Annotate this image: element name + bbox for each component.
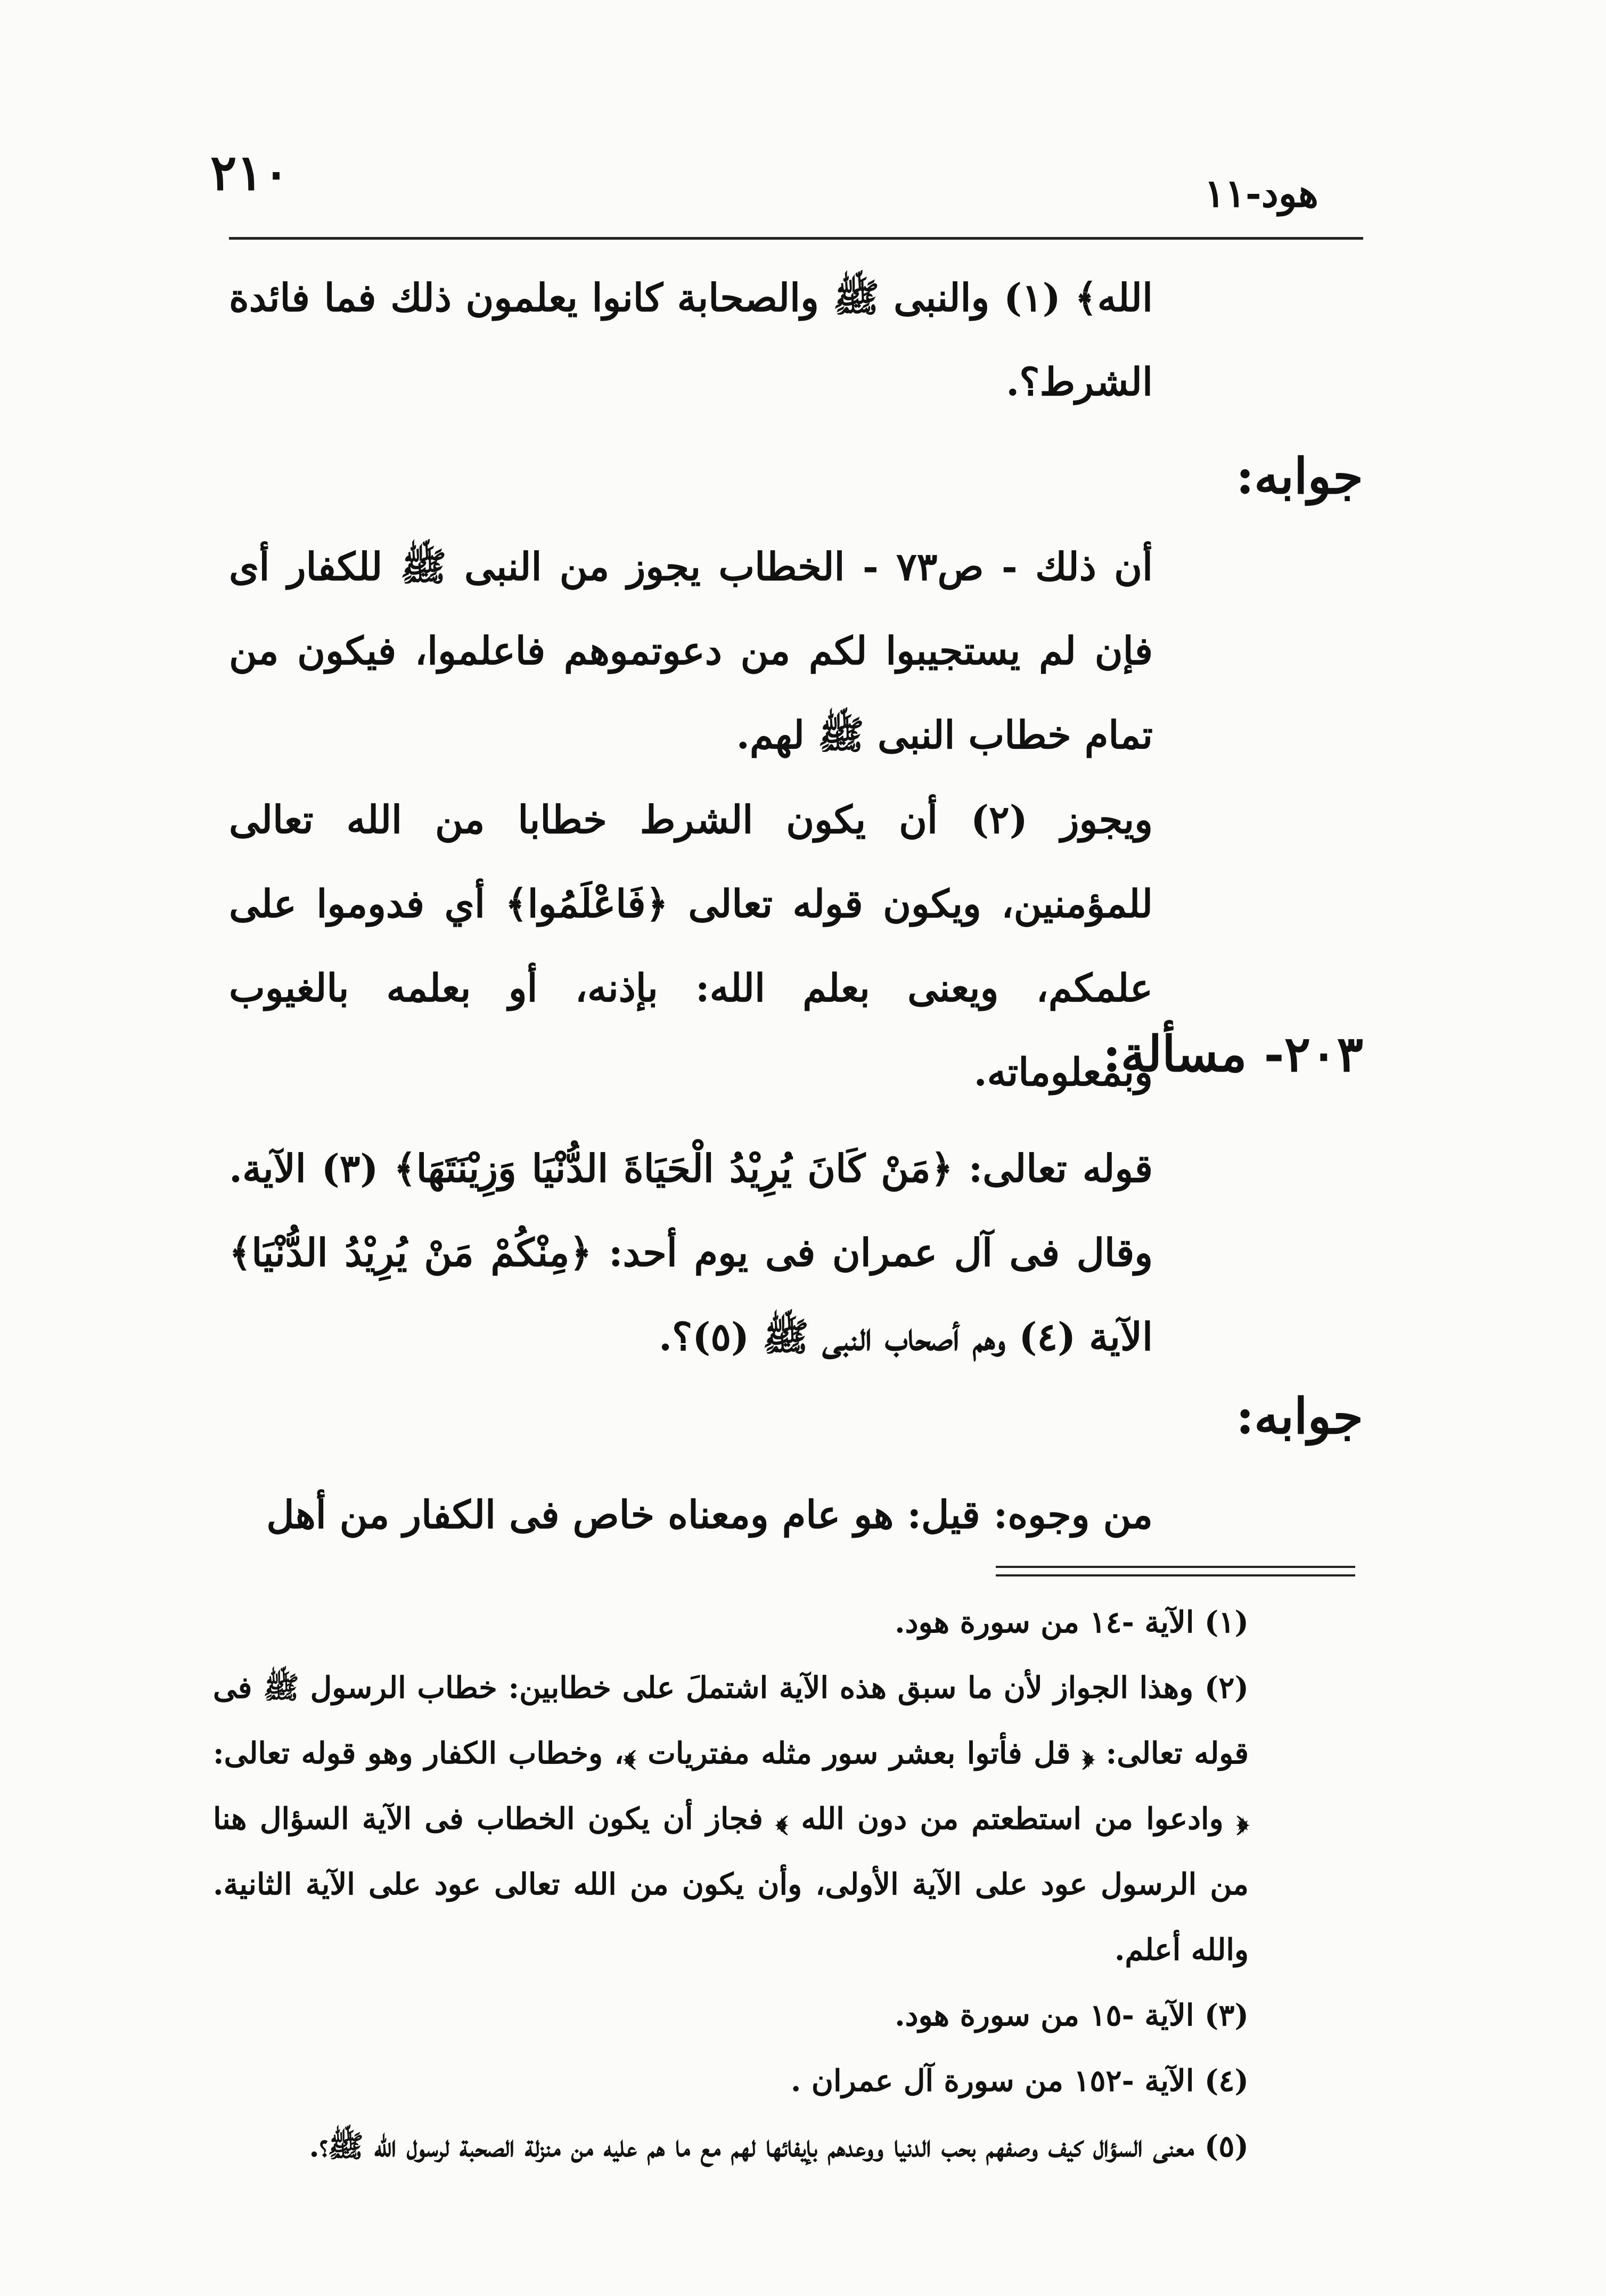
answer-1-body <box>229 525 1153 777</box>
footnotes <box>213 1590 1345 2179</box>
header-divider <box>229 237 1363 240</box>
footnote-divider-second <box>996 1574 1355 1576</box>
footnote-3: (٣) الآية -١٥ من سورة هود. <box>895 1998 1249 2033</box>
footnote-5: (٥) معنى السؤال كيف وصفهم بحب الدنيا ووعدهم بإيفائها لهم مع ما هم عليه من منزلة الصحبة لرسول الله ﷺ؟. <box>309 2129 1249 2164</box>
footnote-1: (١) الآية -١٤ من سورة هود. <box>895 1605 1249 1640</box>
footnote-divider <box>996 1566 1355 1568</box>
issue-body <box>229 1126 1153 1379</box>
page-number: ٢١٠ <box>210 144 290 201</box>
paragraph-2: أن ذلك - ص٧٣ - الخطاب يجوز من النبى ﷺ للكفار أى فإن لم يستجيبوا لكم من دعوتموهم فاعلموا، فيكون من تمام خطاب النبى ﷺ لهم. <box>229 544 1153 757</box>
answer-1-continuation <box>229 778 1153 1114</box>
issue-heading: ٢٠٣- مسألة: <box>1102 1025 1363 1083</box>
answer-heading-2: جوابه: <box>1236 1387 1363 1445</box>
running-title: هود-١١ <box>1204 170 1318 216</box>
answer-2-body <box>229 1473 1153 1557</box>
paragraph-4: قوله تعالى: ﴿مَنْ كَانَ يُرِيْدُ الْحَيَاةَ الدُّنْيَا وَزِيْنَتَهَا﴾ (٣) الآية. وقال فى آل عمران فى يوم أحد: ﴿مِنْكُمْ مَنْ يُرِيْدُ الدُّنْيَا﴾ الآية (٤) وهم أصحاب النبى ﷺ (٥)؟. <box>229 1146 1153 1359</box>
paragraph-5: من وجوه: قيل: هو عام ومعناه خاص فى الكفار من أهل <box>266 1492 1153 1537</box>
paragraph-3: ويجوز (٢) أن يكون الشرط خطابا من الله تعالى للمؤمنين، ويكون قوله تعالى ﴿فَاعْلَمُوا﴾ أي فدوموا على علمكم، ويعنى بعلم الله: بإذنه، أو بعلمه بالغيوب وبمعلوماته. <box>229 797 1153 1094</box>
paragraph-1: الله﴾ (١) والنبى ﷺ والصحابة كانوا يعلمون ذلك فما فائدة الشرط؟. <box>229 275 1153 404</box>
paragraph-continuation <box>229 256 1153 424</box>
answer-heading-1: جوابه: <box>1236 447 1363 505</box>
footnote-4: (٤) الآية -١٥٢ من سورة آل عمران . <box>790 2063 1249 2098</box>
footnote-2: (٢) وهذا الجواز لأن ما سبق هذه الآية اشتملَ على خطابين: خطاب الرسول ﷺ فى قوله تعالى: ﴿ قل فأتوا بعشر سور مثله مفتريات ﴾، وخطاب الكفار وهو قوله تعالى: ﴿ وادعوا من استطعتم من دون الله ﴾ فجاز أن يكون الخطاب فى الآية السؤال هنا من الرسول عود على الآية الأولى، وأن يكون من الله تعالى عود على الآية الثانية. والله أعلم. <box>213 1670 1249 1967</box>
